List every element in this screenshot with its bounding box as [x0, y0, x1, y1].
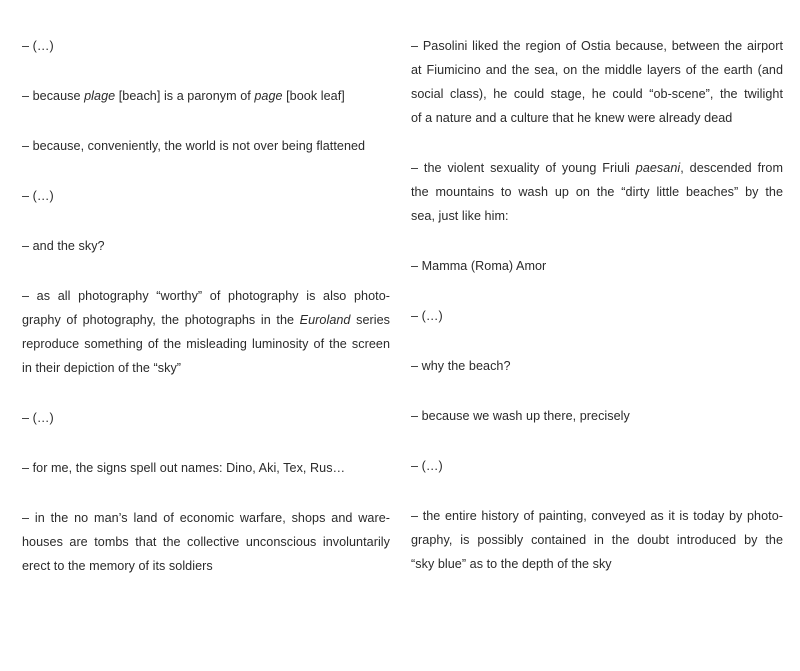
right-paragraph-8	[411, 504, 783, 576]
text-line: social class), he could stage, he could “ob-scene”, the twilight	[411, 87, 783, 101]
text-line	[22, 84, 390, 108]
text-line	[411, 156, 783, 180]
right-column	[411, 34, 783, 602]
left-paragraph-6	[22, 284, 390, 380]
text-line: the mountains to wash up on the “dirty little beaches” by the	[411, 185, 783, 199]
text-segment: [book leaf]	[282, 89, 345, 103]
text-line: – and the sky?	[22, 239, 105, 253]
text-segment: – the violent sexuality of young Friuli	[411, 161, 636, 175]
left-paragraph-2	[22, 84, 390, 108]
text-line: – as all photography “worthy” of photography is also photo-	[22, 289, 390, 303]
left-paragraph-5	[22, 234, 390, 258]
text-line: – (…)	[22, 189, 54, 203]
left-paragraph-3	[22, 134, 390, 158]
right-paragraph-2	[411, 156, 783, 228]
left-paragraph-9	[22, 506, 390, 578]
text-segment: graphy of photography, the photographs in the	[22, 313, 300, 327]
right-paragraph-5	[411, 354, 783, 378]
text-segment: – because	[22, 89, 85, 103]
text-line: – for me, the signs spell out names: Dino, Aki, Tex, Rus…	[22, 461, 346, 475]
text-line: at Fiumicino and the sea, on the middle layers of the earth (and	[411, 63, 783, 77]
text-line: – the entire history of painting, conveyed as it is today by photo-	[411, 509, 783, 523]
text-line: graphy, is possibly contained in the doubt introduced by the	[411, 533, 783, 547]
text-line: “sky blue” as to the depth of the sky	[411, 557, 612, 571]
right-paragraph-7	[411, 454, 783, 478]
text-line	[22, 308, 390, 332]
italic-term-page: page	[254, 89, 283, 103]
text-segment: , descended from	[680, 161, 783, 175]
text-line: – because, conveniently, the world is not over being flattened	[22, 139, 366, 153]
text-line: of a nature and a culture that he knew were already dead	[411, 111, 733, 125]
text-line: reproduce something of the misleading luminosity of the screen	[22, 337, 390, 351]
text-line: – (…)	[411, 309, 443, 323]
italic-term-plage: plage	[84, 89, 116, 103]
text-line: – (…)	[411, 459, 443, 473]
left-paragraph-1	[22, 34, 390, 58]
text-segment: series	[350, 313, 390, 327]
left-column	[22, 34, 390, 604]
right-paragraph-1	[411, 34, 783, 130]
text-segment: [beach] is a paronym of	[115, 89, 255, 103]
left-paragraph-8	[22, 456, 390, 480]
right-paragraph-6	[411, 404, 783, 428]
text-line: – in the no man’s land of economic warfare, shops and ware-	[22, 511, 390, 525]
left-paragraph-4	[22, 184, 390, 208]
left-paragraph-7	[22, 406, 390, 430]
text-line: – why the beach?	[411, 359, 511, 373]
text-line: houses are tombs that the collective unconscious involuntarily	[22, 535, 390, 549]
text-line: – because we wash up there, precisely	[411, 409, 630, 423]
right-paragraph-4	[411, 304, 783, 328]
text-line: in their depiction of the “sky”	[22, 361, 182, 375]
text-line: – Mamma (Roma) Amor	[411, 259, 547, 273]
text-line: – (…)	[22, 411, 54, 425]
text-line: sea, just like him:	[411, 209, 509, 223]
text-line: – Pasolini liked the region of Ostia because, between the airport	[411, 39, 783, 53]
right-paragraph-3	[411, 254, 783, 278]
text-line: – (…)	[22, 39, 54, 53]
text-line: erect to the memory of its soldiers	[22, 559, 213, 573]
italic-title-euroland: Euroland	[299, 313, 351, 327]
italic-term-paesani: paesani	[635, 161, 681, 175]
